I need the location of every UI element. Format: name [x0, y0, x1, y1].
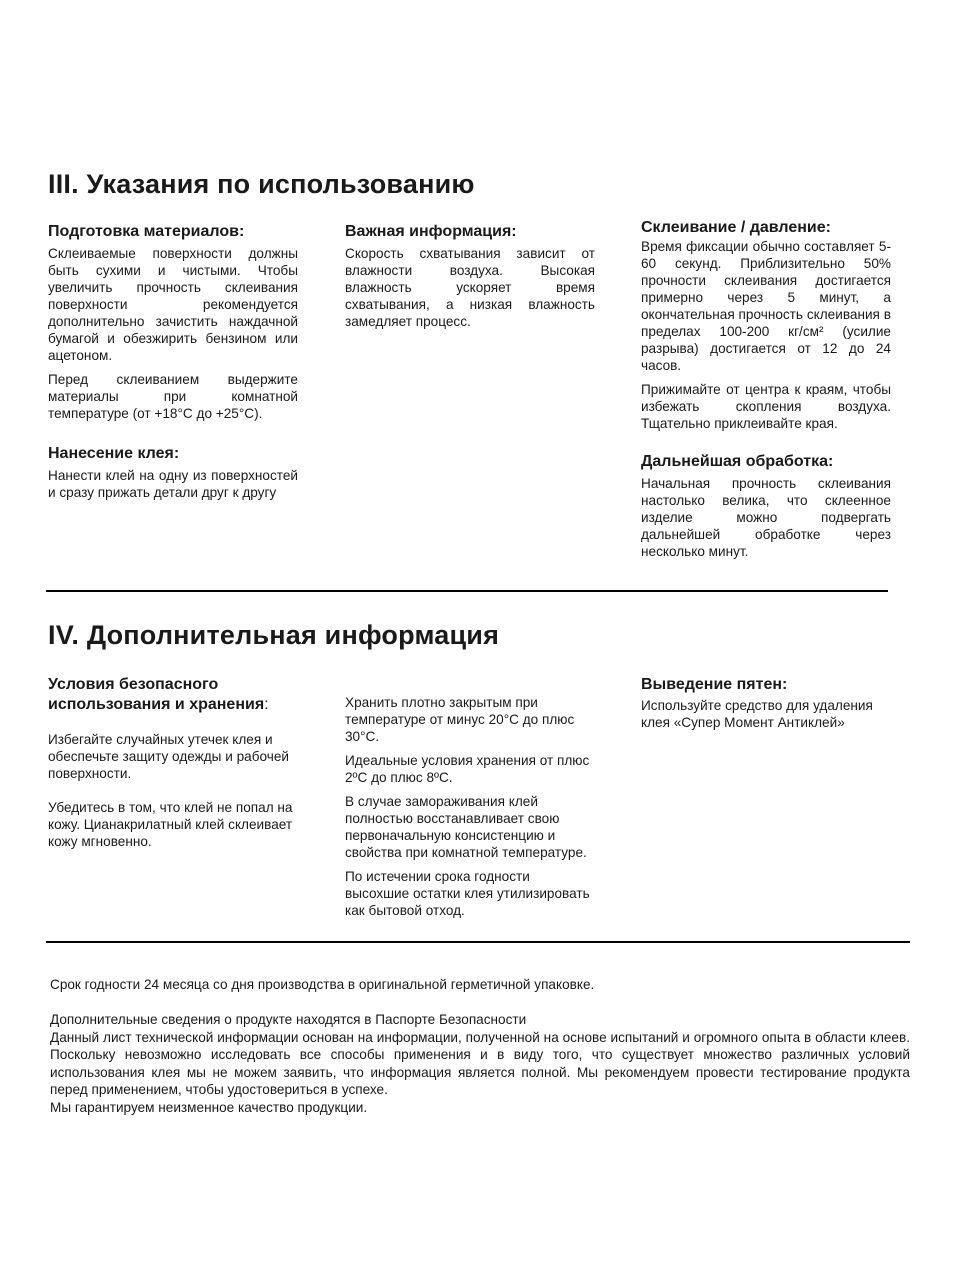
important-heading: Важная информация: [345, 223, 517, 240]
pressing-heading: Склеивание / давление: [641, 219, 831, 236]
safety-heading-text: Условия безопасного использования и хранения [48, 676, 265, 713]
quality-guarantee: Мы гарантируем неизменное качество продукции. [50, 1099, 368, 1115]
stains-heading: Выведение пятен: [641, 676, 788, 693]
storage-paragraph-1: Хранить плотно закрытым при температуре от минус 20°С до плюс 30°С. [345, 695, 575, 744]
stains-paragraph: Используйте средство для удаления клея «Супер Момент Антиклей» [641, 698, 873, 730]
further-block [641, 452, 891, 560]
disclaimer-paragraph: Данный лист технической информации основан на информации, полученной на основе испытаний и огромного опыта в области клеев. Поскольку невозможно исследовать все способы применения и в виду того, что существует множество различных условий использования клея мы не можем заявить, что информация является полной. Мы рекомендуем провести тестирование продукта перед применением, чтобы удостовериться в успехе. [50, 1029, 910, 1097]
safety-passport-note: Дополнительные сведения о продукте находятся в Паспорте Безопасности [50, 1012, 527, 1027]
apply-heading: Нанесение клея: [48, 445, 180, 462]
storage-paragraph-3: В случае замораживания клей полностью восстанавливает свою первоначальную консистенцию и свойства при комнатной температуре. [345, 794, 587, 860]
further-heading: Дальнейшая обработка: [641, 453, 834, 470]
prep-heading: Подготовка материалов: [48, 223, 245, 240]
further-paragraph: Начальная прочность склеивания настолько велика, что склеенное изделие можно подвергать дальнейшей обработке через несколько минут. [641, 476, 891, 559]
pressing-block [641, 218, 891, 432]
apply-paragraph: Нанести клей на одну из поверхностей и сразу прижать детали друг к другу [48, 468, 298, 500]
footer-notes [50, 1011, 910, 1116]
storage-block [345, 694, 595, 919]
section-3-title: III. Указания по использованию [48, 169, 475, 199]
safety-block [48, 675, 298, 850]
safety-paragraph-2: Убедитесь в том, что клей не попал на кожу. Цианакрилатный клей склеивает кожу мгновенно. [48, 800, 293, 849]
storage-paragraph-4: По истечении срока годности высохшие остатки клея утилизировать как бытовой отход. [345, 869, 590, 918]
important-block [345, 222, 595, 330]
prep-paragraph-2: Перед склеиванием выдержите материалы при комнатной температуре (от +18°С до +25°С). [48, 372, 298, 421]
safety-paragraph-1: Избегайте случайных утечек клея и обеспечьте защиту одежды и рабочей поверхности. [48, 732, 290, 781]
footer-divider [46, 941, 910, 943]
section-divider [46, 590, 888, 592]
important-paragraph: Скорость схватывания зависит от влажности воздуха. Высокая влажность ускоряет время схватывания, а низкая влажность замедляет процесс. [345, 246, 595, 329]
apply-block [48, 444, 298, 501]
stains-block [641, 675, 891, 731]
section-4-title: IV. Дополнительная информация [48, 620, 500, 650]
prep-block [48, 222, 298, 422]
shelf-life-note: Срок годности 24 месяца со дня производства в оригинальной герметичной упаковке. [50, 977, 595, 992]
prep-paragraph-1: Склеиваемые поверхности должны быть сухими и чистыми. Чтобы увеличить прочность склеивания поверхности рекомендуется дополнительно зачистить наждачной бумагой и обезжирить бензином или ацетоном. [48, 246, 298, 363]
safety-heading-colon: : [264, 696, 269, 713]
pressing-paragraph-1: Время фиксации обычно составляет 5-60 секунд. Приблизительно 50% прочности склеивания достигается примерно через 5 минут, а окончательная прочность склеивания в пределах 100-200 кг/см² (усилие разрыва) достигается от 12 до 24 часов. [641, 239, 891, 373]
safety-heading [48, 675, 318, 715]
storage-paragraph-2: Идеальные условия хранения от плюс 2ºС до плюс 8ºС. [345, 753, 590, 785]
pressing-paragraph-2: Прижимайте от центра к краям, чтобы избежать скопления воздуха. Тщательно приклеивайте края. [641, 382, 891, 431]
